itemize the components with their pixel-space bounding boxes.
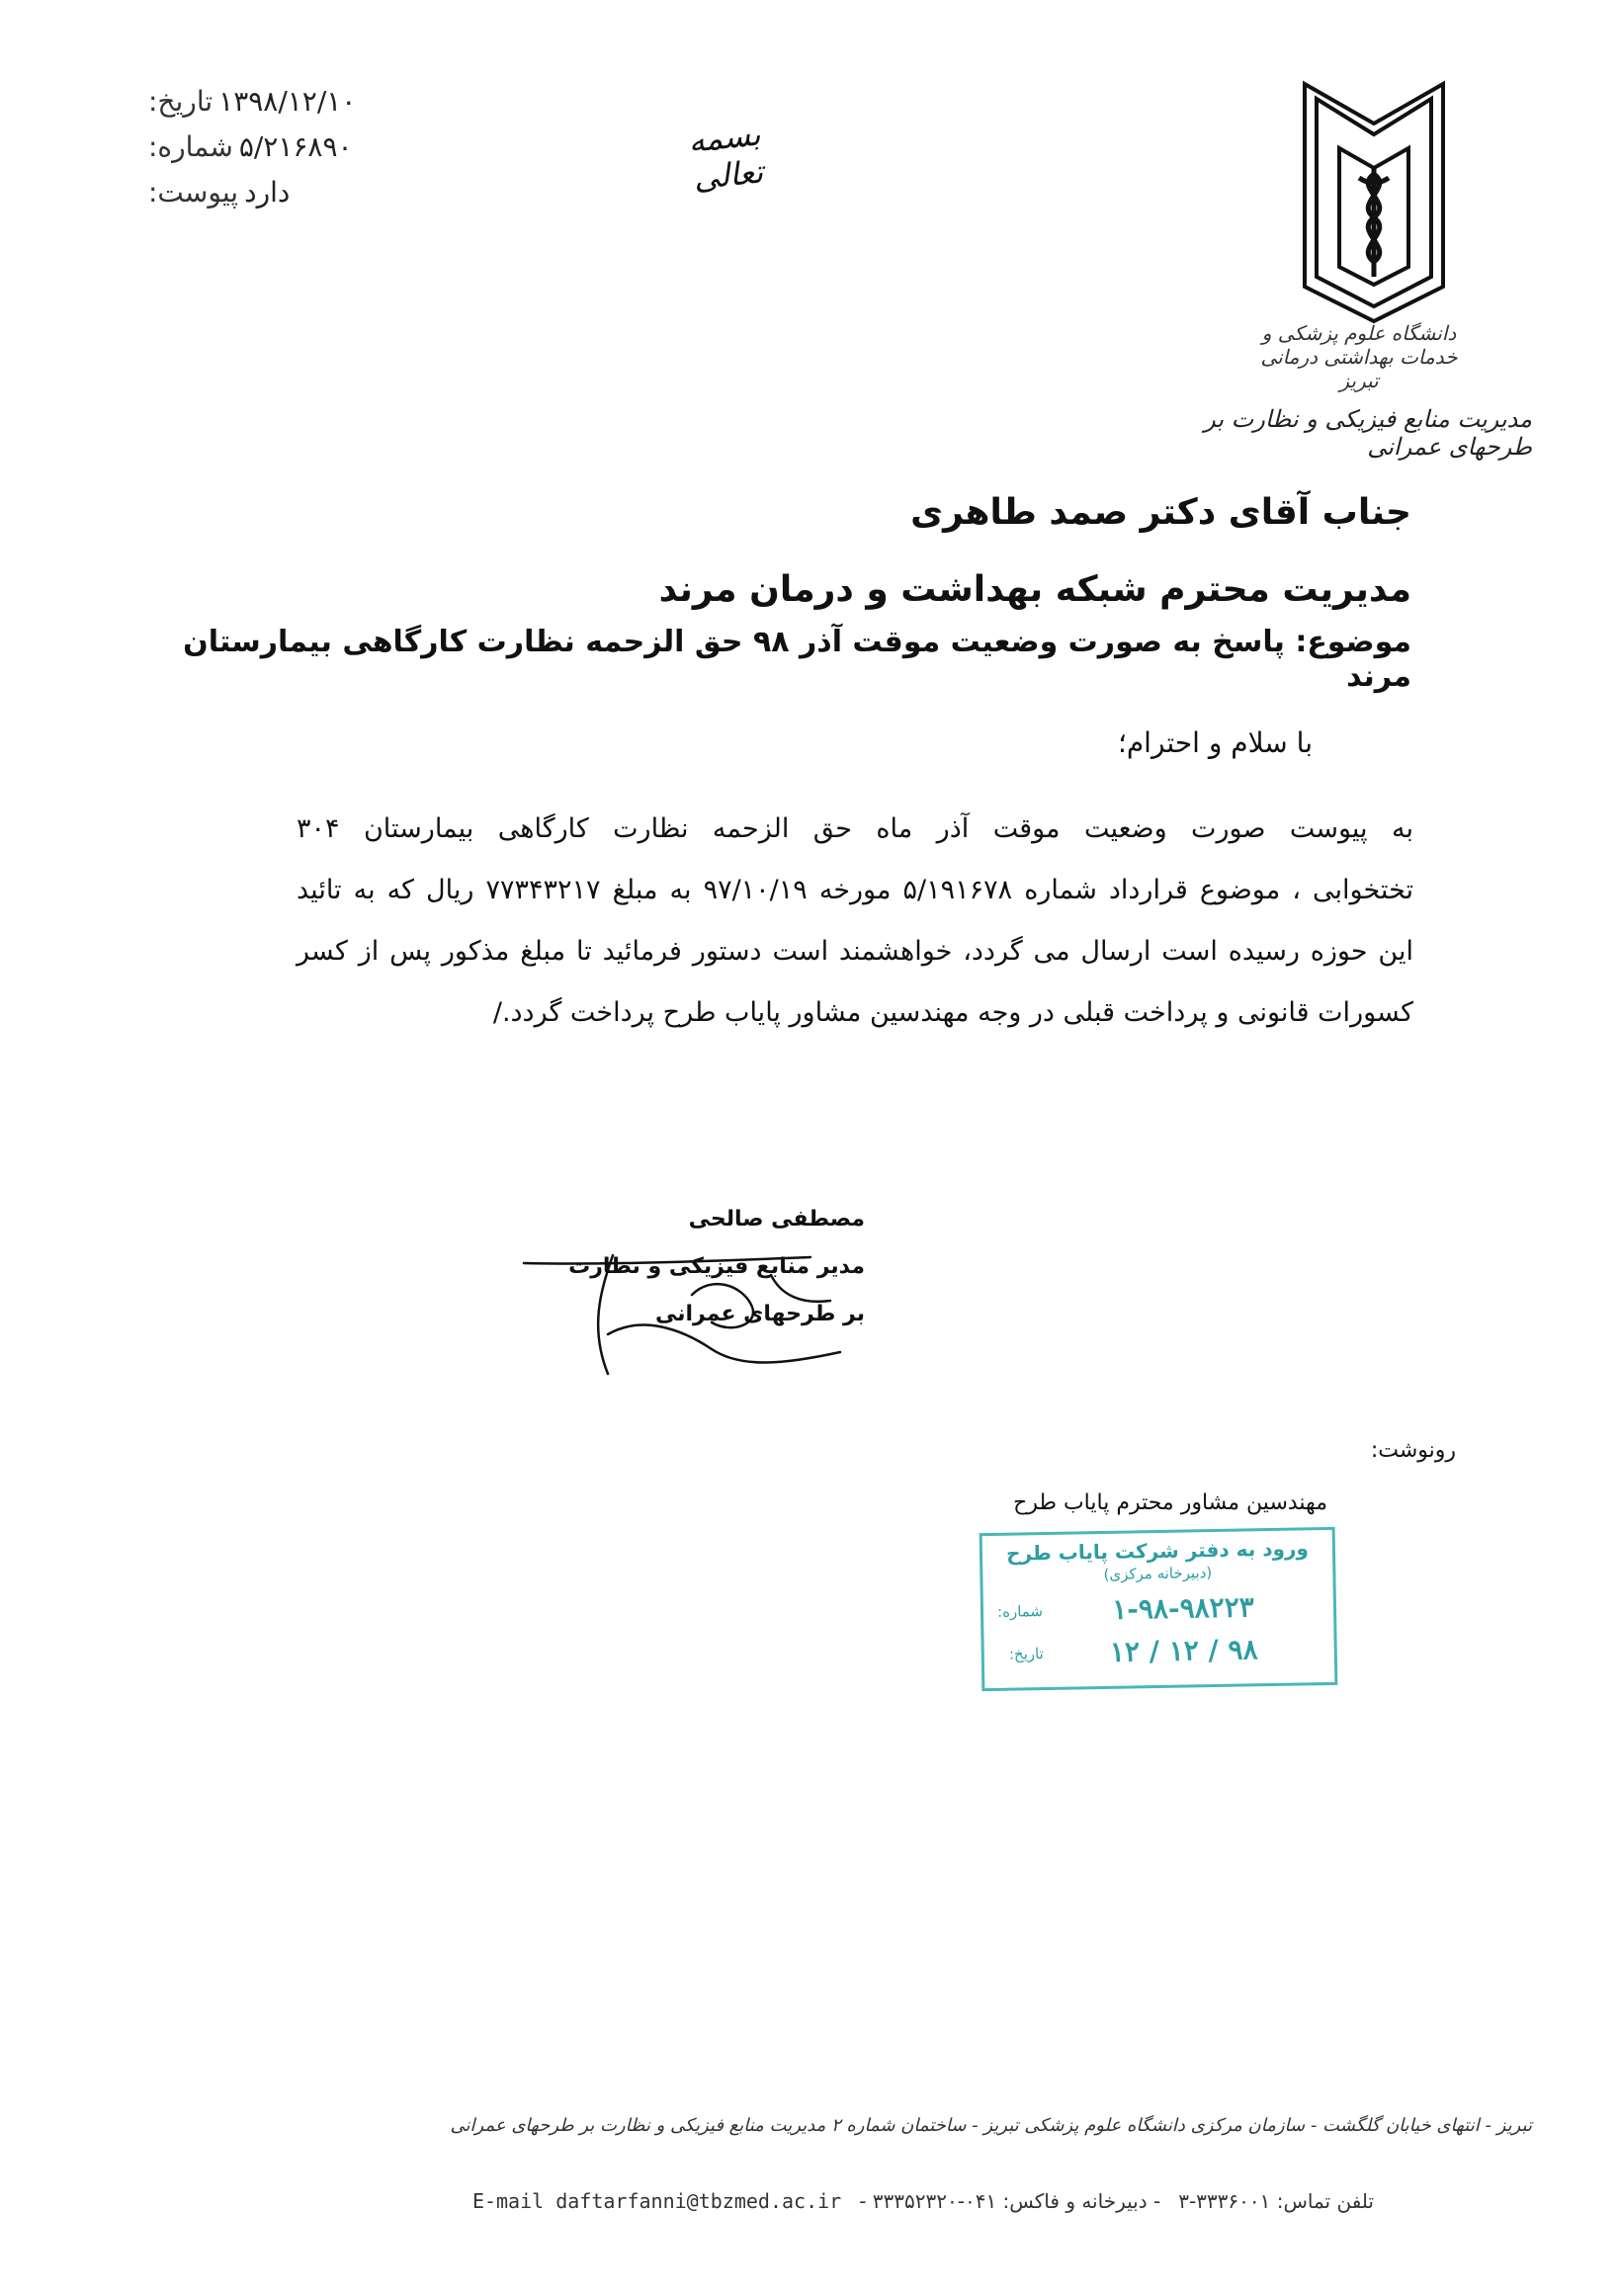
letter-body [297,799,1413,1044]
signer-name: مصطفی صالحی [688,1207,865,1232]
attachment-row [148,170,395,215]
university-logo [1285,79,1463,326]
cc-recipient: مهندسین مشاور محترم پایاب طرح [1013,1490,1327,1515]
stamp-date-value: ۹۸ / ۱۲ / ۱۲ [1109,1633,1258,1668]
date-row [148,79,395,125]
letter-meta [148,79,395,215]
stamp-date-row [993,1632,1324,1670]
body-line: تختخوابی ، موضوع قرارداد شماره ۵/۱۹۱۶۷۸ مورخه ۹۷/۱۰/۱۹ به مبلغ ۷۷۳۴۳۲۱۷ ریال که به تائید [297,875,1414,905]
stamp-title: ورود به دفتر شرکت پایاب طرح [1005,1536,1310,1566]
body-line: به پیوست صورت وضعیت موقت آذر ماه حق الزحمه نظارت کارگاهی بیمارستان ۳۰۴ [297,813,1413,844]
signer-title: مدیر منابع فیزیکی و نظارت [568,1254,865,1279]
addressee-name: جناب آقای دکتر صمد طاهری [910,492,1411,533]
stamp-number-value: ۱-۹۸-۹۸۲۲۳ [1111,1590,1255,1626]
addressee-block [225,474,1411,629]
body-line: کسورات قانونی و پرداخت قبلی در وجه مهندسین مشاور پایاب طرح پرداخت گردد./ [492,997,1413,1028]
date-label: تاریخ: [148,85,213,118]
greeting: با سلام و احترام؛ [1117,726,1313,759]
emblem-icon [1285,79,1463,326]
number-row [148,125,395,170]
logo-caption-university: دانشگاه علوم پزشکی و خدمات بهداشتی درمانی تبریز [1260,321,1458,392]
footer-fax: - دبیرخانه و فاکس: ۰۴۱-۳۳۳۵۲۳۲۰ - [859,2189,1161,2213]
stamp-subtitle: (دبیرخانه مرکزی) [1103,1564,1213,1583]
footer-address: تبریز - انتهای خیابان گلگشت - سازمان مرکزی دانشگاه علوم پزشکی تبریز - ساختمان شماره ۲ مدیریت منابع فیزیکی و نظارت بر طرحهای عمرانی [450,2115,1532,2136]
footer-phone: تلفن تماس: ۳۳۳۶۰۰۱-۳ [1178,2189,1374,2213]
number-label: شماره: [148,130,233,163]
cc-label: رونوشت: [1370,1438,1456,1463]
attachment-label: پیوست: [148,176,239,209]
footer-contact [326,2189,1374,2213]
body-line: این حوزه رسیده است ارسال می گردد، خواهشمند است دستور فرمائید تا مبلغ مذکور پس از کسر [297,936,1413,967]
date-value: ۱۳۹۸/۱۲/۱۰ [218,85,357,118]
letter-subject: موضوع: پاسخ به صورت وضعیت موقت آذر ۹۸ حق الزحمه نظارت کارگاهی بیمارستان مرند [183,625,1411,694]
attachment-value: دارد [244,176,291,209]
handwritten-signature [514,1235,870,1384]
basmala: بسمه تعالی [686,115,765,198]
received-stamp [980,1527,1338,1691]
footer-email: E-mail daftarfanni@tbzmed.ac.ir [471,2189,842,2213]
stamp-number-row [993,1589,1324,1628]
stamp-date-label: تاریخ: [1008,1644,1044,1663]
addressee-organization: مدیریت محترم شبکه بهداشت و درمان مرند [658,569,1411,610]
number-value: ۵/۲۱۶۸۹۰ [238,130,353,163]
stamp-number-label: شماره: [996,1601,1044,1621]
signer-title: بر طرحهای عمرانی [655,1302,865,1326]
logo-caption-department: مدیریت منابع فیزیکی و نظارت بر طرحهای عمرانی [1204,405,1532,461]
